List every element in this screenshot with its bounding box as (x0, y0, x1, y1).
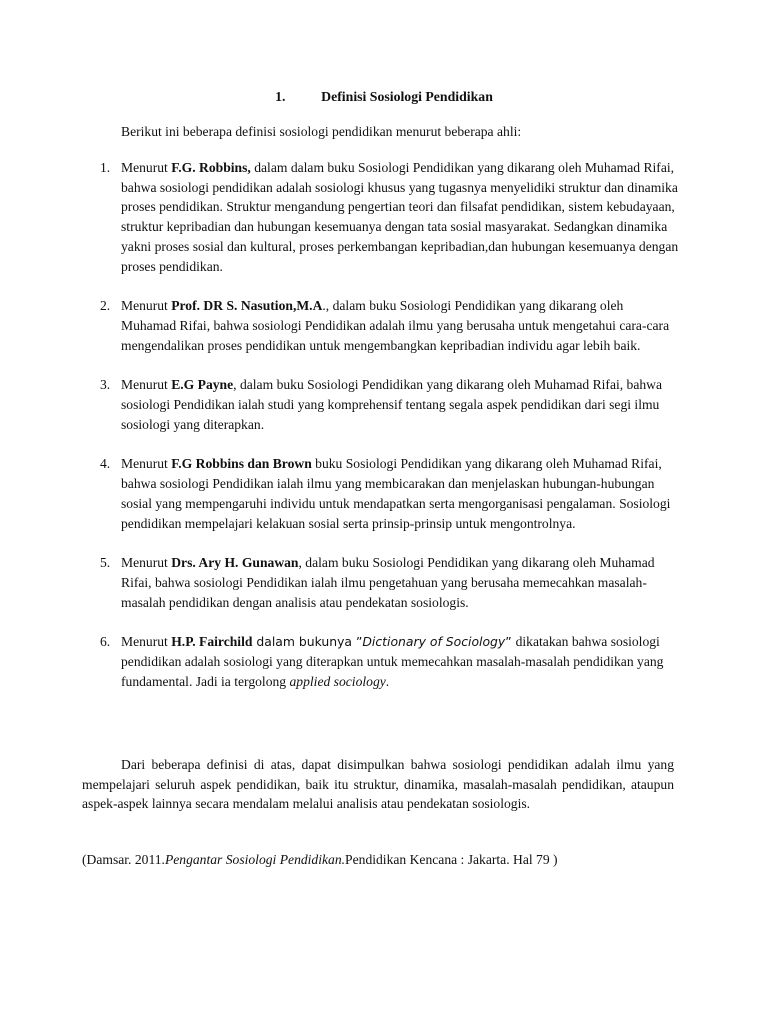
item-text: , dalam buku Sosiologi Pendidikan yang dikarang oleh Muhamad Rifai, bahwa sosiologi Pendidikan ialah studi yang komprehensif tentang segala aspek pendidikan dari segi ilmu sosiologi yang diterapkan. (121, 377, 663, 432)
conclusion-paragraph: Dari beberapa definisi di atas, dapat disimpulkan bahwa sosiologi pendidikan adalah ilmu yang mempelajari seluruh aspek pendidikan, baik itu struktur, dinamika, masalah-masalah pendidikan, ataupun aspek-aspek lainnya secara mendalam melalui analisis atau pendekatan sosiologis. (82, 757, 674, 812)
reference-prefix: (Damsar. 2011. (82, 852, 165, 867)
intro-paragraph: Berikut ini beberapa definisi sosiologi pendidikan menurut beberapa ahli: (121, 124, 522, 139)
item-text: buku Sosiologi Pendidikan yang dikarang oleh Muhamad Rifai, bahwa sosiologi Pendidikan ialah ilmu yang membicarakan dan menjelaskan hubungan-hubungan sosial yang mempengaruhi individu untuk mendapatkan serta mengorganisasi pengalaman. Sosiologi pendidikan mempelajari kelakuan sosial serta prinsip-prinsip untuk mengontrolnya. (121, 456, 671, 531)
author-name: F.G Robbins dan Brown (171, 456, 312, 472)
author-name: Drs. Ary H. Gunawan (171, 555, 299, 571)
definition-item (100, 296, 680, 355)
heading-text: Definisi Sosiologi Pendidikan (321, 89, 493, 104)
author-name: Prof. DR S. Nasution,M.A (171, 298, 323, 314)
section-heading (0, 89, 768, 105)
author-name: F.G. Robbins, (171, 160, 251, 175)
book-intro (252, 634, 515, 649)
italic-term: applied sociology (289, 673, 386, 689)
item-number: 6. (100, 634, 111, 650)
item-number: 4. (100, 456, 111, 472)
item-prefix: Menurut (121, 298, 172, 314)
item-prefix: Menurut (121, 160, 172, 175)
book-quote-close: ” (505, 634, 516, 650)
item-text: , dalam buku Sosiologi Pendidikan yang dikarang oleh Muhamad Rifai, bahwa sosiologi Pendidikan ialah ilmu pengetahuan yang berusaha memecahkan masalah-masalah pendidikan dengan analisis atau pendekatan sosiologis. (121, 555, 655, 610)
definition-item (100, 553, 680, 612)
item-end: . (385, 673, 390, 689)
book-title: Dictionary of Sociology (362, 634, 506, 650)
definition-item (100, 454, 680, 533)
item-prefix: Menurut (121, 634, 172, 650)
definition-item (100, 632, 680, 691)
item-prefix: Menurut (121, 456, 172, 472)
author-name: H.P. Fairchild (171, 634, 253, 650)
reference-title: Pengantar Sosiologi Pendidikan. (164, 852, 346, 867)
item-text: dalam dalam buku Sosiologi Pendidikan yang dikarang oleh Muhamad Rifai, bahwa sosiologi pendidikan adalah sosiologi khusus yang tugasnya menyelidiki struktur dan dinamika proses pendidikan. Struktur mengandung pengertian teori dan filsafat pendidikan, sistem kebudayaan, struktur kepribadian dan hubungan kesemuanya dengan tata sosial masyarakat. Sedangkan dinamika yakni proses sosial dan kultural, proses perkembangan kepribadian,dan hubungan kesemuanya dengan proses pendidikan. (121, 160, 679, 274)
reference-citation (82, 852, 682, 868)
reference-suffix: Pendidikan Kencana : Jakarta. Hal 79 ) (345, 852, 558, 867)
item-number: 5. (100, 555, 111, 571)
item-number: 1. (100, 160, 111, 175)
item-number: 2. (100, 298, 111, 314)
heading-number: 1. (275, 89, 286, 104)
item-prefix: Menurut (121, 555, 172, 571)
book-intro-text: dalam bukunya ” (252, 634, 363, 650)
item-prefix: Menurut (121, 377, 172, 393)
author-name: E.G Payne (171, 377, 234, 393)
definition-item (100, 375, 680, 434)
definition-item (100, 158, 680, 276)
item-text: ., dalam buku Sosiologi Pendidikan yang dikarang oleh Muhamad Rifai, bahwa sosiologi Pendidikan adalah ilmu yang berusaha untuk mengetahui cara-cara mengendalikan proses pendidikan untuk mengembangkan kepribadian individu agar lebih baik. (121, 298, 670, 353)
item-number: 3. (100, 377, 111, 393)
item-text: dikatakan bahwa sosiologi pendidikan adalah sosiologi yang diterapkan untuk memecahkan masalah-masalah pendidikan yang fundamental. Jadi ia tergolong (121, 634, 664, 689)
definition-list (100, 158, 680, 711)
